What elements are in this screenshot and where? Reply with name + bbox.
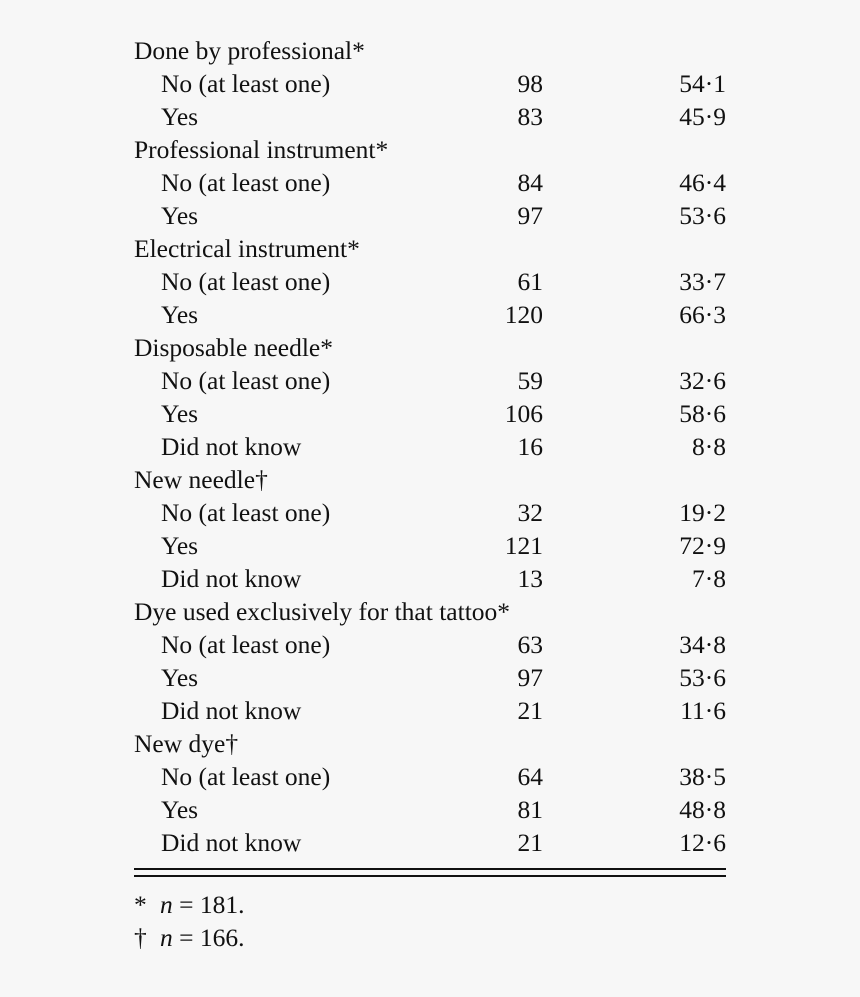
percent-cell: 46·4 bbox=[679, 168, 726, 197]
table-row bbox=[134, 67, 726, 100]
row-label: No (at least one) bbox=[161, 168, 331, 197]
percent-cell: 66·3 bbox=[679, 300, 726, 329]
footnote-symbol: * bbox=[134, 890, 147, 919]
table-row bbox=[134, 100, 726, 133]
table-row bbox=[134, 166, 726, 199]
group-heading-row bbox=[134, 595, 726, 628]
group-heading: Electrical instrument* bbox=[134, 234, 360, 263]
percent-cell: 11·6 bbox=[680, 696, 726, 725]
count-cell: 21 bbox=[517, 828, 543, 857]
group-heading-row bbox=[134, 34, 726, 67]
count-cell: 21 bbox=[517, 696, 543, 725]
table-row bbox=[134, 661, 726, 694]
percent-cell: 32·6 bbox=[679, 366, 726, 395]
row-label: Yes bbox=[161, 663, 199, 692]
percent-cell: 72·9 bbox=[679, 531, 726, 560]
footnote bbox=[134, 921, 245, 954]
footnotes bbox=[134, 888, 245, 954]
count-cell: 13 bbox=[517, 564, 543, 593]
count-cell: 121 bbox=[504, 531, 543, 560]
table-row bbox=[134, 760, 726, 793]
table-rule-top bbox=[134, 868, 726, 870]
percent-cell: 7·8 bbox=[692, 564, 726, 593]
table-row bbox=[134, 265, 726, 298]
percent-cell: 8·8 bbox=[692, 432, 726, 461]
table-row bbox=[134, 694, 726, 727]
percent-cell: 53·6 bbox=[679, 663, 726, 692]
table-row bbox=[134, 529, 726, 562]
count-cell: 84 bbox=[517, 168, 543, 197]
footnote-variable: n bbox=[160, 890, 173, 919]
table-rule-bottom bbox=[134, 875, 726, 877]
group-heading: Disposable needle* bbox=[134, 333, 333, 362]
group-heading-row bbox=[134, 463, 726, 496]
row-label: No (at least one) bbox=[161, 69, 331, 98]
group-heading-row bbox=[134, 133, 726, 166]
table-row bbox=[134, 496, 726, 529]
count-cell: 97 bbox=[517, 201, 543, 230]
count-cell: 97 bbox=[517, 663, 543, 692]
group-heading: Dye used exclusively for that tattoo* bbox=[134, 597, 511, 626]
row-label: No (at least one) bbox=[161, 762, 331, 791]
row-label: No (at least one) bbox=[161, 630, 331, 659]
row-label: Yes bbox=[161, 201, 199, 230]
row-label: Yes bbox=[161, 300, 199, 329]
row-label: Did not know bbox=[161, 564, 302, 593]
percent-cell: 34·8 bbox=[679, 630, 726, 659]
percent-cell: 54·1 bbox=[679, 69, 726, 98]
percent-cell: 33·7 bbox=[679, 267, 726, 296]
count-cell: 32 bbox=[517, 498, 543, 527]
group-heading-row bbox=[134, 331, 726, 364]
table-row bbox=[134, 199, 726, 232]
table-row bbox=[134, 826, 726, 859]
row-label: Did not know bbox=[161, 696, 302, 725]
group-heading: New dye† bbox=[134, 729, 239, 758]
row-label: Did not know bbox=[161, 828, 302, 857]
row-label: Yes bbox=[161, 399, 199, 428]
row-label: Yes bbox=[161, 531, 199, 560]
count-cell: 120 bbox=[504, 300, 543, 329]
percent-cell: 48·8 bbox=[679, 795, 726, 824]
count-cell: 106 bbox=[504, 399, 543, 428]
row-label: No (at least one) bbox=[161, 267, 331, 296]
row-label: Yes bbox=[161, 795, 199, 824]
count-cell: 64 bbox=[517, 762, 543, 791]
group-heading-row bbox=[134, 232, 726, 265]
row-label: Yes bbox=[161, 102, 199, 131]
footnote-variable: n bbox=[160, 923, 173, 952]
group-heading: Professional instrument* bbox=[134, 135, 389, 164]
table-row bbox=[134, 397, 726, 430]
count-cell: 83 bbox=[517, 102, 543, 131]
count-cell: 63 bbox=[517, 630, 543, 659]
group-heading-row bbox=[134, 727, 726, 760]
footnote-symbol: † bbox=[134, 923, 147, 952]
count-cell: 59 bbox=[517, 366, 543, 395]
row-label: No (at least one) bbox=[161, 498, 331, 527]
table-row bbox=[134, 628, 726, 661]
percent-cell: 38·5 bbox=[679, 762, 726, 791]
count-cell: 98 bbox=[517, 69, 543, 98]
table-row bbox=[134, 793, 726, 826]
data-table bbox=[134, 34, 726, 859]
table-row bbox=[134, 430, 726, 463]
count-cell: 16 bbox=[517, 432, 543, 461]
row-label: Did not know bbox=[161, 432, 302, 461]
table-row bbox=[134, 298, 726, 331]
group-heading: New needle† bbox=[134, 465, 268, 494]
percent-cell: 53·6 bbox=[679, 201, 726, 230]
percent-cell: 58·6 bbox=[679, 399, 726, 428]
group-heading: Done by professional* bbox=[134, 36, 365, 65]
percent-cell: 19·2 bbox=[679, 498, 726, 527]
footnote bbox=[134, 888, 245, 921]
count-cell: 81 bbox=[517, 795, 543, 824]
percent-cell: 12·6 bbox=[679, 828, 726, 857]
footnote-text: = 166. bbox=[172, 923, 245, 952]
table-row bbox=[134, 364, 726, 397]
table-row bbox=[134, 562, 726, 595]
percent-cell: 45·9 bbox=[679, 102, 726, 131]
footnote-text: = 181. bbox=[172, 890, 245, 919]
row-label: No (at least one) bbox=[161, 366, 331, 395]
count-cell: 61 bbox=[517, 267, 543, 296]
